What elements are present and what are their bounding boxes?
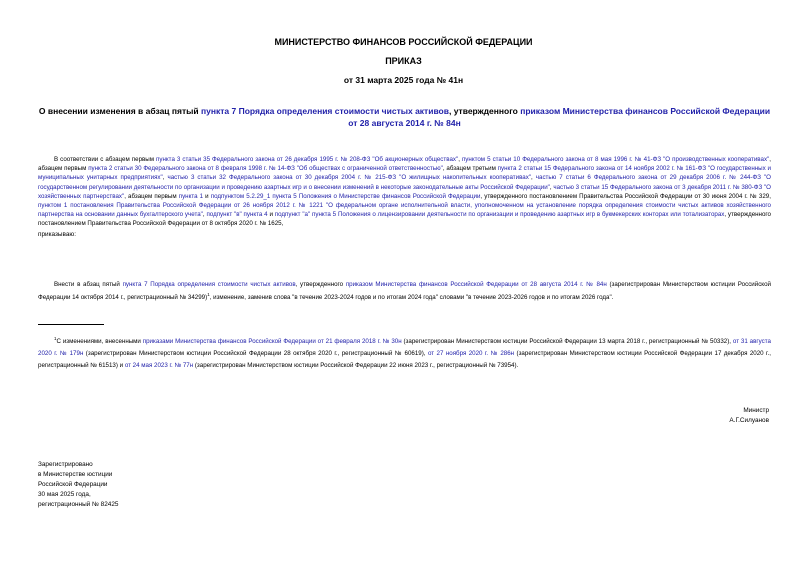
registration-line: Зарегистрировано — [38, 461, 93, 468]
footnote-ref: 1 — [207, 292, 210, 298]
footnote-marker: 1 — [54, 336, 57, 341]
title-link-procedure[interactable]: пункта 7 Порядка определения стоимости чистых активов — [201, 106, 449, 116]
footnote-text: (зарегистрирован Министерством юстиции Российской Федерации 13 марта 2018 г., регистрационный № 50332), — [401, 338, 733, 346]
preamble-text: , — [202, 211, 207, 219]
main-text: (зарегистрирован Министерством юстиции Российской Федерации 14 октября 2014 г., регистрационный № 34299) — [38, 281, 771, 302]
signer-name: А.Г.Силуанов — [729, 416, 769, 424]
title-link-order[interactable]: приказом Министерства финансов Российской Федерации от 28 августа 2014 г. № 84н — [348, 106, 771, 128]
preamble-link[interactable]: пунктом 1 постановления Правительства Российской Федерации от 26 ноября 2012 г. № 1221 "О федеральном органе исполнительной власти, уполномоченном на установление порядка определения стоимости чистых активов хозяйственного партнерства на основании данных бухгалтерского учета" — [38, 202, 771, 219]
footnote-text: С изменениями, внесенными — [56, 338, 143, 346]
preamble-paragraph — [38, 155, 771, 229]
registration-line: 30 мая 2025 года, — [38, 491, 91, 498]
preamble-link[interactable]: подпункт "а" пункта 5 Положения о лицензировании деятельности по организации и проведению азартных игр в букмекерских конторах или тотализаторах — [274, 211, 725, 219]
preamble-text: , утвержденного постановлением Правительства Российской Федерации от 8 октября 2020 г. № 1625, — [38, 211, 771, 228]
title-text: , утвержденного — [448, 106, 521, 116]
title-text: О внесении изменения в абзац пятый — [38, 106, 202, 116]
main-link-order[interactable]: приказом Министерства финансов Российской Федерации от 28 августа 2014 г. № 84н — [345, 281, 607, 288]
footnote-link[interactable]: приказами Министерства финансов Российской Федерации от 21 февраля 2018 г. № 30н — [142, 338, 402, 346]
preamble-text: , — [162, 174, 168, 182]
preamble-link[interactable]: частью 7 статьи 6 Федерального закона от 29 декабря 2006 г. № 244-ФЗ "О государственном регулировании деятельности по организации и проведению азартных игр и о внесении изменений в некоторые законодательные акты Российской Федерации" — [38, 174, 771, 191]
ministry-heading: МИНИСТЕРСТВО ФИНАНСОВ РОССИЙСКОЙ ФЕДЕРАЦИИ — [274, 37, 533, 47]
main-text: Внести в абзац пятый — [54, 281, 123, 288]
preamble-text: , — [549, 183, 554, 191]
main-text: , утвержденного — [295, 281, 346, 288]
preamble-text: , — [458, 156, 462, 163]
preamble-link[interactable]: пункта 1 — [178, 192, 204, 200]
preamble-link[interactable]: пункта 2 статьи 30 Федерального закона от 8 февраля 1998 г. № 14-ФЗ "Об обществах с ограниченной ответственностью" — [88, 165, 443, 173]
date-number-heading: от 31 марта 2025 года № 41н — [343, 75, 464, 85]
preamble-text: и — [203, 192, 211, 200]
preamble-text: , — [531, 174, 536, 182]
preamble-text: , абзацем третьим — [442, 165, 498, 173]
doc-type-heading: ПРИКАЗ — [385, 56, 422, 66]
signature-block — [729, 406, 769, 425]
preamble-link[interactable]: частью 3 статьи 32 Федерального закона от 30 декабря 2004 г. № 215-ФЗ "О жилищных накопительных кооперативах" — [167, 174, 532, 182]
preamble-text: , утвержденного постановлением Правительства Российской Федерации от 30 июня 2004 г. № 329, — [480, 192, 771, 200]
preamble-text: , абзацем первым — [38, 156, 771, 173]
signer-position: Министр — [743, 407, 769, 414]
footnote-paragraph — [38, 333, 771, 372]
preamble-text: В соответствии с абзацем первым — [54, 156, 157, 163]
footnote-divider — [38, 324, 104, 325]
registration-block — [38, 460, 118, 510]
preamble-link[interactable]: подпунктом 5.2.29_1 пункта 5 Положения о Министерстве финансов Российской Федерации — [210, 192, 481, 200]
main-text: , изменение, заменив слова "в течение 2023-2024 годов и по итогам 2024 года" словами "в течение 2023-2026 годов и по итогам 2026 года". — [209, 294, 614, 302]
main-paragraph — [38, 280, 771, 303]
preamble-link[interactable]: пункта 2 статьи 15 Федерального закона от 14 ноября 2002 г. № 161-ФЗ "О государственных и муниципальных унитарных предприятиях" — [38, 165, 772, 182]
preamble-link[interactable]: пунктом 5 статьи 10 Федерального закона от 8 мая 1996 г. № 41-ФЗ "О производственных кооперативах" — [461, 156, 770, 163]
footnote-text: (зарегистрирован Министерством юстиции Российской Федерации 28 октября 2020 г., регистрационный № 60619), — [83, 350, 428, 358]
document-title — [36, 105, 773, 129]
registration-line: регистрационный № 82425 — [38, 501, 119, 508]
order-word: приказываю: — [38, 231, 76, 238]
footnote-text: (зарегистрирован Министерством юстиции Российской Федерации 17 декабря 2020 г., регистрационный № 61513) и — [38, 350, 771, 370]
footnote-link[interactable]: от 27 ноября 2020 г. № 286н — [427, 350, 515, 358]
preamble-text: , абзацем первым — [124, 192, 179, 200]
main-link-procedure[interactable]: пункта 7 Порядка определения стоимости чистых активов — [122, 281, 296, 288]
preamble-link[interactable]: частью 3 статьи 15 Федерального закона от 3 декабря 2011 г. № 380-ФЗ "О хозяйственных партнерствах" — [38, 183, 771, 200]
preamble-text: и — [267, 211, 275, 219]
preamble-link[interactable]: подпункт "в" пункта 4 — [206, 211, 268, 219]
registration-line: Российской Федерации — [38, 481, 108, 488]
registration-line: в Министерстве юстиции — [38, 471, 113, 478]
footnote-link[interactable]: от 31 августа 2020 г. № 179н — [38, 338, 771, 358]
footnote-text: (зарегистрирован Министерством юстиции Российской Федерации 22 июня 2023 г., регистрационный № 73954). — [193, 362, 519, 370]
footnote-link[interactable]: от 24 мая 2023 г. № 77н — [124, 362, 194, 370]
preamble-link[interactable]: пункта 3 статьи 35 Федерального закона от 26 декабря 1995 г. № 208-ФЗ "Об акционерных обществах" — [156, 156, 459, 163]
